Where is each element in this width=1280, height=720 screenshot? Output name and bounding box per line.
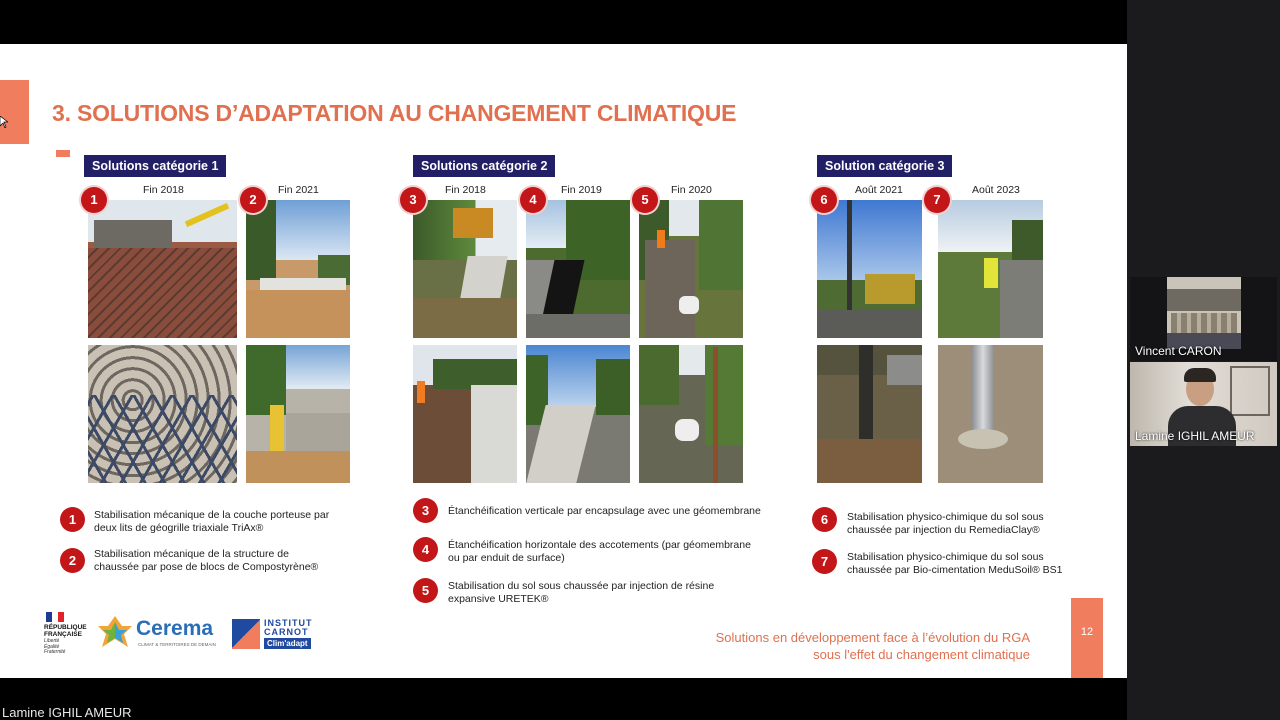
photo-7-bottom [938,345,1043,483]
photo-2-bottom [246,345,350,483]
republique-francaise-logo: RÉPUBLIQUE FRANÇAISE Liberté Égalité Fraternité [44,612,90,662]
legend-1-badge: 1 [60,507,85,532]
slide-title: 3. SOLUTIONS D’ADAPTATION AU CHANGEMENT CLIMATIQUE [52,100,737,126]
bottom-bar [0,678,1127,720]
category-2-label: Solutions catégorie 2 [413,155,555,177]
photo-1-bottom [88,345,237,483]
legend-5-badge: 5 [413,578,438,603]
slide-page-number: 12 [1071,598,1103,678]
active-speaker-name: Lamine IGHIL AMEUR [2,705,132,720]
category-1-label: Solutions catégorie 1 [84,155,226,177]
photo-6-top [817,200,922,338]
top-bar [0,0,1127,44]
cerema-symbol-icon [96,614,134,650]
legend-3-badge: 3 [413,498,438,523]
participant-tile-lamine[interactable] [1130,362,1277,446]
photo-3-top [413,200,517,338]
institut-carnot-logo: INSTITUT CARNOT Clim'adapt [232,617,322,651]
legend-5-text: Stabilisation du sol sous chaussée par injection de résine expansive URETEK® [448,580,715,605]
legend-1-text: Stabilisation mécanique de la couche porteuse par deux lits de géogrille triaxiale TriAx® [94,509,330,534]
participant-name: Lamine IGHIL AMEUR [1135,429,1255,443]
photo-4-top [526,200,630,338]
photo-2-badge: 2 [240,187,266,213]
photo-4-badge: 4 [520,187,546,213]
mouse-cursor-icon [0,116,8,128]
legend-2-badge: 2 [60,548,85,573]
photo-1-badge: 1 [81,187,107,213]
accent-bar [0,80,29,144]
accent-square [56,150,70,157]
legend-4-badge: 4 [413,537,438,562]
photo-5-badge: 5 [632,187,658,213]
photo-3-badge: 3 [400,187,426,213]
participant-tile-vincent[interactable] [1130,277,1277,361]
legend-3-text: Étanchéification verticale par encapsulage avec une géomembrane [448,505,761,517]
photo-7-top [938,200,1043,338]
legend-4-text: Étanchéification horizontale des accotements (par géomembrane ou par enduit de surface) [448,539,751,564]
photo-7-badge: 7 [924,187,950,213]
photo-1-top [88,200,237,338]
photo-6-badge: 6 [811,187,837,213]
photo-3-date: Fin 2018 [445,184,486,196]
legend-6-text: Stabilisation physico-chimique du sol sous chaussée par injection du RemediaClay® [847,511,1044,536]
photo-6-date: Août 2021 [855,184,903,196]
participant-name: Vincent CARON [1135,344,1222,358]
photo-4-date: Fin 2019 [561,184,602,196]
photo-5-date: Fin 2020 [671,184,712,196]
slide-footer: Solutions en développement face à l’évolution du RGA sous l'effet du changement climatique [715,630,1030,662]
photo-7-date: Août 2023 [972,184,1020,196]
cerema-logo: Cerema CLIMAT & TERRITOIRES DE DEMAIN [96,614,221,654]
photo-4-bottom [526,345,630,483]
photo-5-bottom [639,345,743,483]
category-3-label: Solution catégorie 3 [817,155,952,177]
photo-2-date: Fin 2021 [278,184,319,196]
photo-3-bottom [413,345,517,483]
photo-6-bottom [817,345,922,483]
shared-slide [0,44,1127,678]
legend-2-text: Stabilisation mécanique de la structure de chaussée par pose de blocs de Compostyrène® [94,548,319,573]
photo-1-date: Fin 2018 [143,184,184,196]
legend-7-text: Stabilisation physico-chimique du sol sous chaussée par Bio-cimentation MeduSoil® BS1 [847,551,1063,576]
photo-2-top [246,200,350,338]
legend-6-badge: 6 [812,507,837,532]
photo-5-top [639,200,743,338]
legend-7-badge: 7 [812,549,837,574]
